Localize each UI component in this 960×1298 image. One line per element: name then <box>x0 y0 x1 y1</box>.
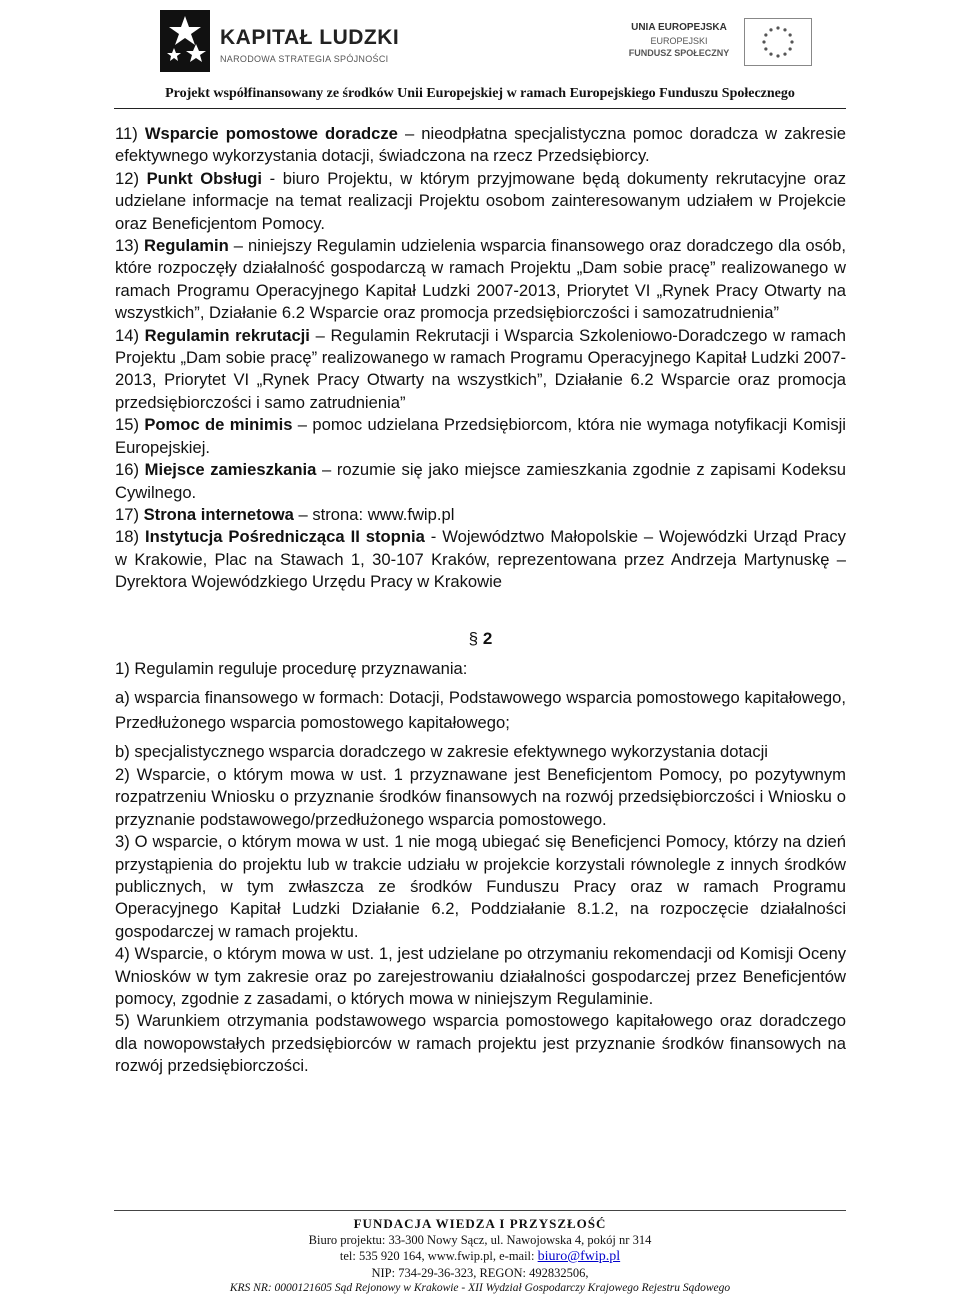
definition-item: 17) Strona internetowa – strona: www.fwip.pl <box>115 504 455 524</box>
page-header <box>0 0 960 108</box>
kapital-ludzki-logo <box>160 10 400 74</box>
definition-item: 14) Regulamin rekrutacji – Regulamin Rekrutacji i Wsparcia Szkoleniowo-Doradczego w ramach Projektu „Dam sobie pracę” realizowanego w ramach Programu Operacyjnego Kapitał Ludzki 2007-2013, Priorytet VI „Rynek Pracy Otwarty na wszystkich”, Działanie 6.2 Wsparcie oraz promocja przedsiębiorczości i samo zatrudnienia” <box>115 325 846 412</box>
paragraph: 4) Wsparcie, o którym mowa w ust. 1, jest udzielane po otrzymaniu rekomendacji od Komisji Oceny Wniosków w tym zakresie oraz po zarejestrowaniu działalności gospodarczej przez Beneficjentów pomocy, zgodnie z zasadami, o których mowa w niniejszym Regulaminie. <box>115 944 846 1008</box>
definition-item: 12) Punkt Obsługi - biuro Projektu, w którym przyjmowane będą dokumenty rekrutacyjne oraz udzielane informacje na temat realizacji Projektu osobom zainteresowanym udziałem w Projekcie oraz Beneficjentom Pomocy. <box>115 168 846 233</box>
logo-right-line2: EUROPEJSKI <box>650 36 708 46</box>
definition-item: 13) Regulamin – niniejszy Regulamin udzielenia wsparcia finansowego oraz doradczego dla osób, które rozpoczęły działalność gospodarczą w ramach Projektu „Dam sobie pracę” realizowanego w ramach Programu Operacyjnego Kapitał Ludzki 2007-2013, Priorytet VI „Rynek Pracy Otwarty na wszystkich”, Działanie 6.2 Wsparcie oraz promocja przedsiębiorczości i samozatrudnienia” <box>115 236 846 323</box>
paragraph: 2) Wsparcie, o którym mowa w ust. 1 przyznawane jest Beneficjentom Pomocy, po pozytywnym rozpatrzeniu Wniosku o przyznanie środków finansowych na rozwój przedsiębiorczości i Wniosku o przyznanie podstawowego/przedłużonego wsparcia pomostowego. <box>115 764 846 829</box>
footer-email-link[interactable]: biuro@fwip.pl <box>537 1249 621 1264</box>
header-divider <box>114 108 846 109</box>
logo-right-line3: FUNDUSZ SPOŁECZNY <box>628 48 730 58</box>
footer-contact: tel: 535 920 164, www.fwip.pl, e-mail: biuro@fwip.pl <box>339 1249 621 1264</box>
eu-flag-icon <box>744 18 812 66</box>
definition-item: 15) Pomoc de minimis – pomoc udzielana Przedsiębiorcom, która nie wymaga notyfikacji Komisji Europejskiej. <box>115 415 846 457</box>
definition-item: 18) Instytucja Pośrednicząca II stopnia - Województwo Małopolskie – Wojewódzki Urząd Pracy w Krakowie, Plac na Stawach 1, 30-107 Kraków, reprezentowana przez Andrzeja Martynuskę – Dyrektora Wojewódzkiego Urzędu Pracy w Krakowie <box>115 527 846 592</box>
kapital-ludzki-emblem-icon <box>160 10 210 72</box>
paragraph: 3) O wsparcie, o którym mowa w ust. 1 nie mogą ubiegać się Beneficjenci Pomocy, którzy na dzień przystąpienia do projektu lub w trakcie udziału w projekcie korzystali równolegle z innych środków publicznych, w tym zwłaszcza ze środków Funduszu Pracy oraz w ramach Programu Operacyjnego Kapitał Ludzki Działanie 6.2, Poddziałanie 8.1.2, na rozpoczęcie działalności gospodarczej w ramach projektu. <box>115 832 846 941</box>
section-heading: § 2 <box>468 628 493 648</box>
footer-org: FUNDACJA WIEDZA I PRZYSZŁOŚĆ <box>353 1216 607 1231</box>
footer-krs: KRS NR: 0000121605 Sąd Rejonowy w Krakowie - XII Wydział Gospodarczy Krajowego Rejestru Sądowego <box>229 1282 731 1294</box>
document-body <box>115 123 846 1078</box>
logo-left-title: KAPITAŁ LUDZKI <box>220 26 400 49</box>
paragraph: a) wsparcia finansowego w formach: Dotacji, Podstawowego wsparcia pomostowego kapitałowego, Przedłużonego wsparcia pomostowego kapitałowego; <box>115 687 846 732</box>
logo-right-line1: UNIA EUROPEJSKA <box>631 22 727 33</box>
paragraph: 1) Regulamin reguluje procedurę przyznawania: <box>115 658 468 678</box>
footer-divider <box>114 1210 846 1211</box>
definition-item: 16) Miejsce zamieszkania – rozumie się jako miejsce zamieszkania zgodnie z zapisami Kodeksu Cywilnego. <box>115 460 846 502</box>
eu-logo <box>620 18 820 66</box>
paragraph: b) specjalistycznego wsparcia doradczego w zakresie efektywnego wykorzystania dotacji <box>115 741 768 761</box>
footer-ids: NIP: 734-29-36-323, REGON: 492832506, <box>371 1266 589 1280</box>
footer-address: Biuro projektu: 33-300 Nowy Sącz, ul. Nawojowska 4, pokój nr 314 <box>308 1233 652 1247</box>
paragraph: 5) Warunkiem otrzymania podstawowego wsparcia pomostowego kapitałowego oraz doradczego dla nowopowstałych przedsiębiorców w ramach projektu jest przyznanie środków finansowych na rozwój przedsiębiorczości. <box>115 1011 846 1076</box>
definition-item: 11) Wsparcie pomostowe doradcze – nieodpłatna specjalistyczna pomoc doradcza w zakresie efektywnego wykorzystania dotacji, świadczona na rzecz Przedsiębiorcy. <box>115 124 846 166</box>
logo-left-subtitle: NARODOWA STRATEGIA SPÓJNOŚCI <box>220 54 389 64</box>
cofinancing-caption: Projekt współfinansowany ze środków Unii Europejskiej w ramach Europejskiego Funduszu Społecznego <box>165 86 795 101</box>
